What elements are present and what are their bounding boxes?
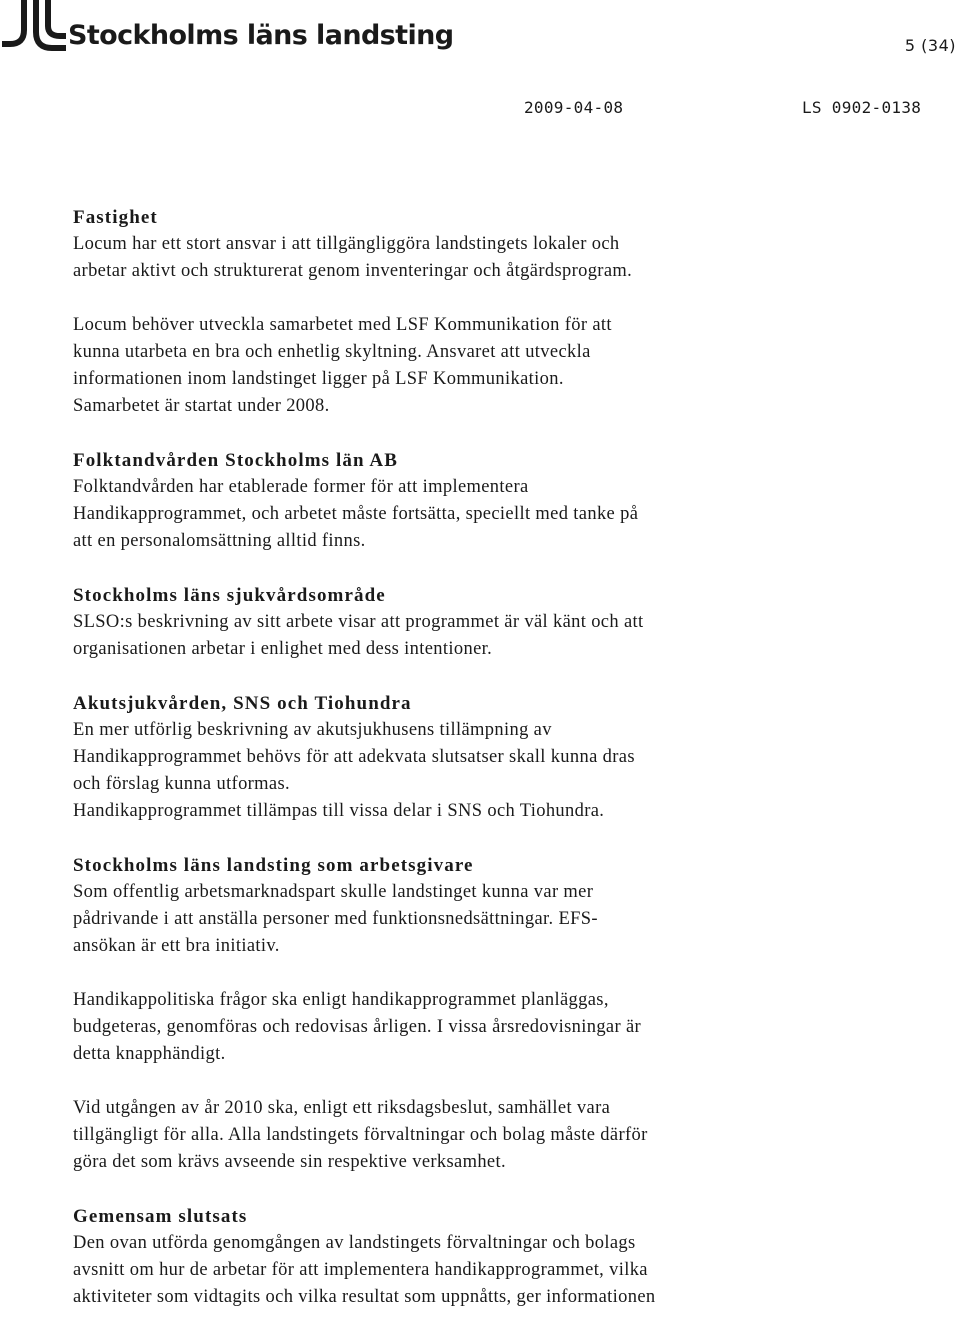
section-fastighet <box>73 204 863 420</box>
text-line: Den ovan utförda genomgången av landstingets förvaltningar och bolags <box>73 1233 636 1253</box>
paragraph <box>73 609 863 663</box>
paragraph <box>73 1095 863 1176</box>
text-line: SLSO:s beskrivning av sitt arbete visar att programmet är väl känt och att <box>73 612 644 632</box>
landsting-logo-mark-icon <box>2 0 66 52</box>
paragraph <box>73 1230 863 1311</box>
text-line: detta knapphändigt. <box>73 1044 226 1064</box>
text-line: Handikapprogrammet, och arbetet måste fortsätta, speciellt med tanke på <box>73 504 639 524</box>
section-heading: Stockholms läns sjukvårdsområde <box>73 585 386 606</box>
landsting-logo <box>2 0 454 56</box>
paragraph <box>73 231 863 285</box>
text-line: tillgängligt för alla. Alla landstingets förvaltningar och bolag måste därför <box>73 1125 648 1145</box>
text-line: pådrivande i att anställa personer med funktionsnedsättningar. EFS- <box>73 909 598 929</box>
text-line: arbetar aktivt och strukturerat genom inventeringar och åtgärdsprogram. <box>73 261 633 281</box>
text-line: Locum har ett stort ansvar i att tillgängliggöra landstingets lokaler och <box>73 234 620 254</box>
section-folktandvarden <box>73 447 863 555</box>
text-line: En mer utförlig beskrivning av akutsjukhusens tillämpning av <box>73 720 552 740</box>
section-heading: Gemensam slutsats <box>73 1206 248 1227</box>
text-line: och förslag kunna utformas. <box>73 774 291 794</box>
text-line: att en personalomsättning alltid finns. <box>73 531 366 551</box>
text-line: Handikapprogrammet tillämpas till vissa delar i SNS och Tiohundra. <box>73 801 605 821</box>
logo-text: Stockholms läns landsting <box>68 20 454 51</box>
section-akutsjukvarden <box>73 690 863 825</box>
section-gemensam-slutsats <box>73 1203 863 1311</box>
page-number: 5 (34) <box>904 36 956 55</box>
section-heading: Folktandvården Stockholms län AB <box>73 450 399 471</box>
text-line: ansökan är ett bra initiativ. <box>73 936 280 956</box>
text-line: göra det som krävs avseende sin respektive verksamhet. <box>73 1152 506 1172</box>
section-heading: Fastighet <box>73 207 158 228</box>
section-sjukvardsomrade <box>73 582 863 663</box>
page-header <box>0 0 960 80</box>
text-line: aktiviteter som vidtagits och vilka resultat som uppnåtts, ger informationen <box>73 1287 656 1307</box>
text-line: informationen inom landstinget ligger på LSF Kommunikation. <box>73 369 564 389</box>
document-date: 2009-04-08 <box>524 98 624 117</box>
text-line: budgeteras, genomföras och redovisas årligen. I vissa årsredovisningar är <box>73 1017 642 1037</box>
paragraph <box>73 987 863 1068</box>
text-line: kunna utarbeta en bra och enhetlig skyltning. Ansvaret att utveckla <box>73 342 591 362</box>
section-arbetsgivare <box>73 852 863 1176</box>
text-line: Handikappolitiska frågor ska enligt handikapprogrammet planläggas, <box>73 990 609 1010</box>
text-line: avsnitt om hur de arbetar för att implementera handikapprogrammet, vilka <box>73 1260 648 1280</box>
text-line: Folktandvården har etablerade former för att implementera <box>73 477 529 497</box>
text-line: Som offentlig arbetsmarknadspart skulle landstinget kunna var mer <box>73 882 594 902</box>
text-line: organisationen arbetar i enlighet med dess intentioner. <box>73 639 493 659</box>
text-line: Locum behöver utveckla samarbetet med LSF Kommunikation för att <box>73 315 612 335</box>
paragraph <box>73 474 863 555</box>
paragraph <box>73 717 863 825</box>
document-reference: LS 0902-0138 <box>802 98 922 117</box>
paragraph <box>73 879 863 960</box>
document-body <box>73 204 863 1338</box>
text-line: Handikapprogrammet behövs för att adekvata slutsatser skall kunna dras <box>73 747 635 767</box>
text-line: Samarbetet är startat under 2008. <box>73 396 330 416</box>
text-line: Vid utgången av år 2010 ska, enligt ett riksdagsbeslut, samhället vara <box>73 1098 611 1118</box>
paragraph <box>73 312 863 420</box>
section-heading: Akutsjukvården, SNS och Tiohundra <box>73 693 412 714</box>
section-heading: Stockholms läns landsting som arbetsgivare <box>73 855 474 876</box>
